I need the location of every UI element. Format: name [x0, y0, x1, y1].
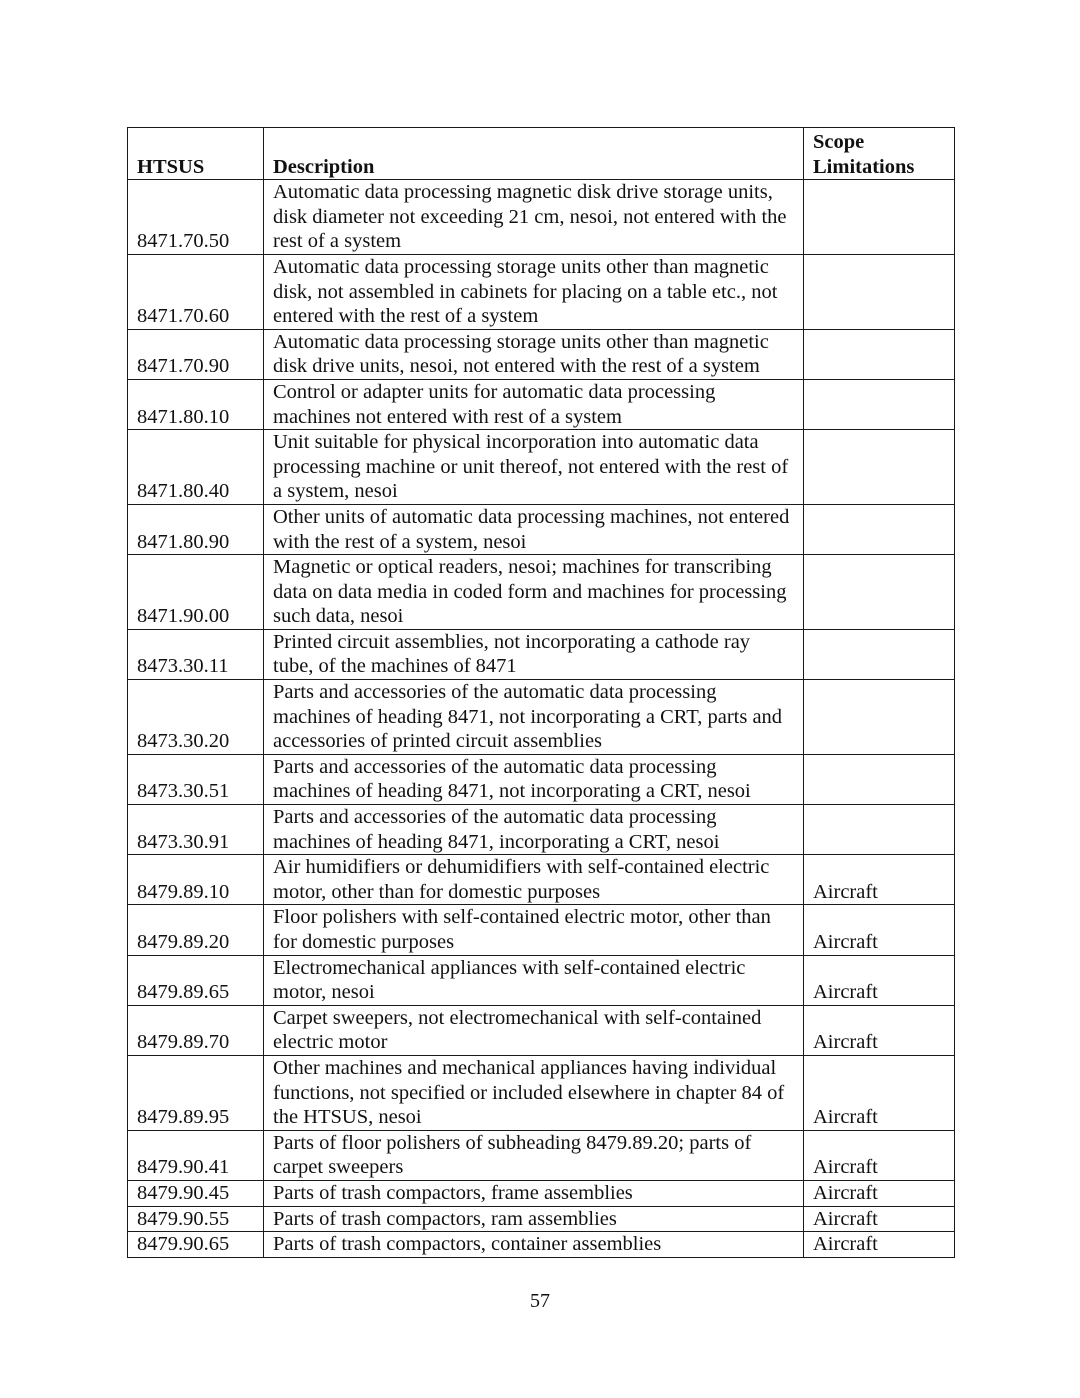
htsus-code: 8479.90.55: [128, 1206, 264, 1232]
htsus-code: 8473.30.11: [128, 629, 264, 679]
description: Parts of trash compactors, ram assemblies: [264, 1206, 804, 1232]
table-row: [128, 905, 955, 955]
htsus-code: 8471.70.90: [128, 329, 264, 379]
htsus-code: 8473.30.51: [128, 754, 264, 804]
header-scope-limitations: Scope Limitations: [804, 128, 955, 180]
table-body: [128, 180, 955, 1258]
htsus-code: 8479.90.65: [128, 1232, 264, 1258]
description: Control or adapter units for automatic data processing machines not entered with rest of a system: [264, 379, 804, 429]
table-row: [128, 805, 955, 855]
description: Floor polishers with self-contained electric motor, other than for domestic purposes: [264, 905, 804, 955]
description: Air humidifiers or dehumidifiers with self-contained electric motor, other than for domestic purposes: [264, 855, 804, 905]
page-number: 57: [530, 1290, 550, 1312]
table-row: [128, 855, 955, 905]
scope-limitation: [804, 754, 955, 804]
scope-limitation: Aircraft: [804, 1206, 955, 1232]
table-row: [128, 504, 955, 554]
htsus-code: 8479.89.10: [128, 855, 264, 905]
scope-limitation: [804, 430, 955, 505]
table-row: [128, 329, 955, 379]
htsus-table: [127, 127, 955, 1258]
htsus-code: 8479.89.95: [128, 1055, 264, 1130]
table-row: [128, 629, 955, 679]
scope-limitation: [804, 379, 955, 429]
table-row: [128, 1005, 955, 1055]
scope-limitation: Aircraft: [804, 1005, 955, 1055]
table-row: [128, 955, 955, 1005]
scope-limitation: Aircraft: [804, 855, 955, 905]
table-row: [128, 379, 955, 429]
description: Carpet sweepers, not electromechanical with self-contained electric motor: [264, 1005, 804, 1055]
htsus-code: 8471.80.40: [128, 430, 264, 505]
table-row: [128, 1206, 955, 1232]
description: Unit suitable for physical incorporation into automatic data processing machine or unit thereof, not entered with the rest of a system, nesoi: [264, 430, 804, 505]
htsus-code: 8479.89.20: [128, 905, 264, 955]
description: Automatic data processing storage units other than magnetic disk drive units, nesoi, not entered with the rest of a system: [264, 329, 804, 379]
description: Other units of automatic data processing machines, not entered with the rest of a system, nesoi: [264, 504, 804, 554]
header-description: Description: [264, 128, 804, 180]
description: Automatic data processing storage units other than magnetic disk, not assembled in cabinets for placing on a table etc., not entered with the rest of a system: [264, 254, 804, 329]
table-row: [128, 1130, 955, 1180]
table-row: [128, 555, 955, 630]
description: Parts of trash compactors, frame assemblies: [264, 1180, 804, 1206]
htsus-code: 8479.89.65: [128, 955, 264, 1005]
scope-limitation: Aircraft: [804, 1180, 955, 1206]
table-row: [128, 754, 955, 804]
header-row: [128, 128, 955, 180]
htsus-code: 8471.80.90: [128, 504, 264, 554]
scope-limitation: [804, 329, 955, 379]
description: Parts and accessories of the automatic data processing machines of heading 8471, not incorporating a CRT, nesoi: [264, 754, 804, 804]
description: Parts of trash compactors, container assemblies: [264, 1232, 804, 1258]
scope-limitation: Aircraft: [804, 905, 955, 955]
htsus-code: 8473.30.91: [128, 805, 264, 855]
scope-limitation: [804, 629, 955, 679]
scope-limitation: [804, 254, 955, 329]
scope-limitation: Aircraft: [804, 1055, 955, 1130]
htsus-code: 8471.70.60: [128, 254, 264, 329]
table-row: [128, 1180, 955, 1206]
table-row: [128, 680, 955, 755]
htsus-code: 8471.80.10: [128, 379, 264, 429]
scope-limitation: Aircraft: [804, 1232, 955, 1258]
scope-limitation: [804, 680, 955, 755]
htsus-code: 8479.89.70: [128, 1005, 264, 1055]
scope-limitation: Aircraft: [804, 1130, 955, 1180]
description: Printed circuit assemblies, not incorporating a cathode ray tube, of the machines of 8471: [264, 629, 804, 679]
scope-limitation: [804, 805, 955, 855]
table-row: [128, 254, 955, 329]
htsus-code: 8479.90.45: [128, 1180, 264, 1206]
description: Other machines and mechanical appliances having individual functions, not specified or included elsewhere in chapter 84 of the HTSUS, nesoi: [264, 1055, 804, 1130]
scope-limitation: [804, 504, 955, 554]
description: Parts of floor polishers of subheading 8479.89.20; parts of carpet sweepers: [264, 1130, 804, 1180]
header-htsus: HTSUS: [128, 128, 264, 180]
table-row: [128, 1055, 955, 1130]
htsus-code: 8471.90.00: [128, 555, 264, 630]
scope-limitation: Aircraft: [804, 955, 955, 1005]
table-row: [128, 180, 955, 255]
scope-limitation: [804, 180, 955, 255]
description: Electromechanical appliances with self-contained electric motor, nesoi: [264, 955, 804, 1005]
htsus-code: 8479.90.41: [128, 1130, 264, 1180]
scope-limitation: [804, 555, 955, 630]
description: Parts and accessories of the automatic data processing machines of heading 8471, not incorporating a CRT, parts and accessories of printed circuit assemblies: [264, 680, 804, 755]
description: Automatic data processing magnetic disk drive storage units, disk diameter not exceeding 21 cm, nesoi, not entered with the rest of a system: [264, 180, 804, 255]
table-row: [128, 1232, 955, 1258]
htsus-code: 8471.70.50: [128, 180, 264, 255]
description: Magnetic or optical readers, nesoi; machines for transcribing data on data media in coded form and machines for processing such data, nesoi: [264, 555, 804, 630]
table-row: [128, 430, 955, 505]
htsus-code: 8473.30.20: [128, 680, 264, 755]
description: Parts and accessories of the automatic data processing machines of heading 8471, incorporating a CRT, nesoi: [264, 805, 804, 855]
